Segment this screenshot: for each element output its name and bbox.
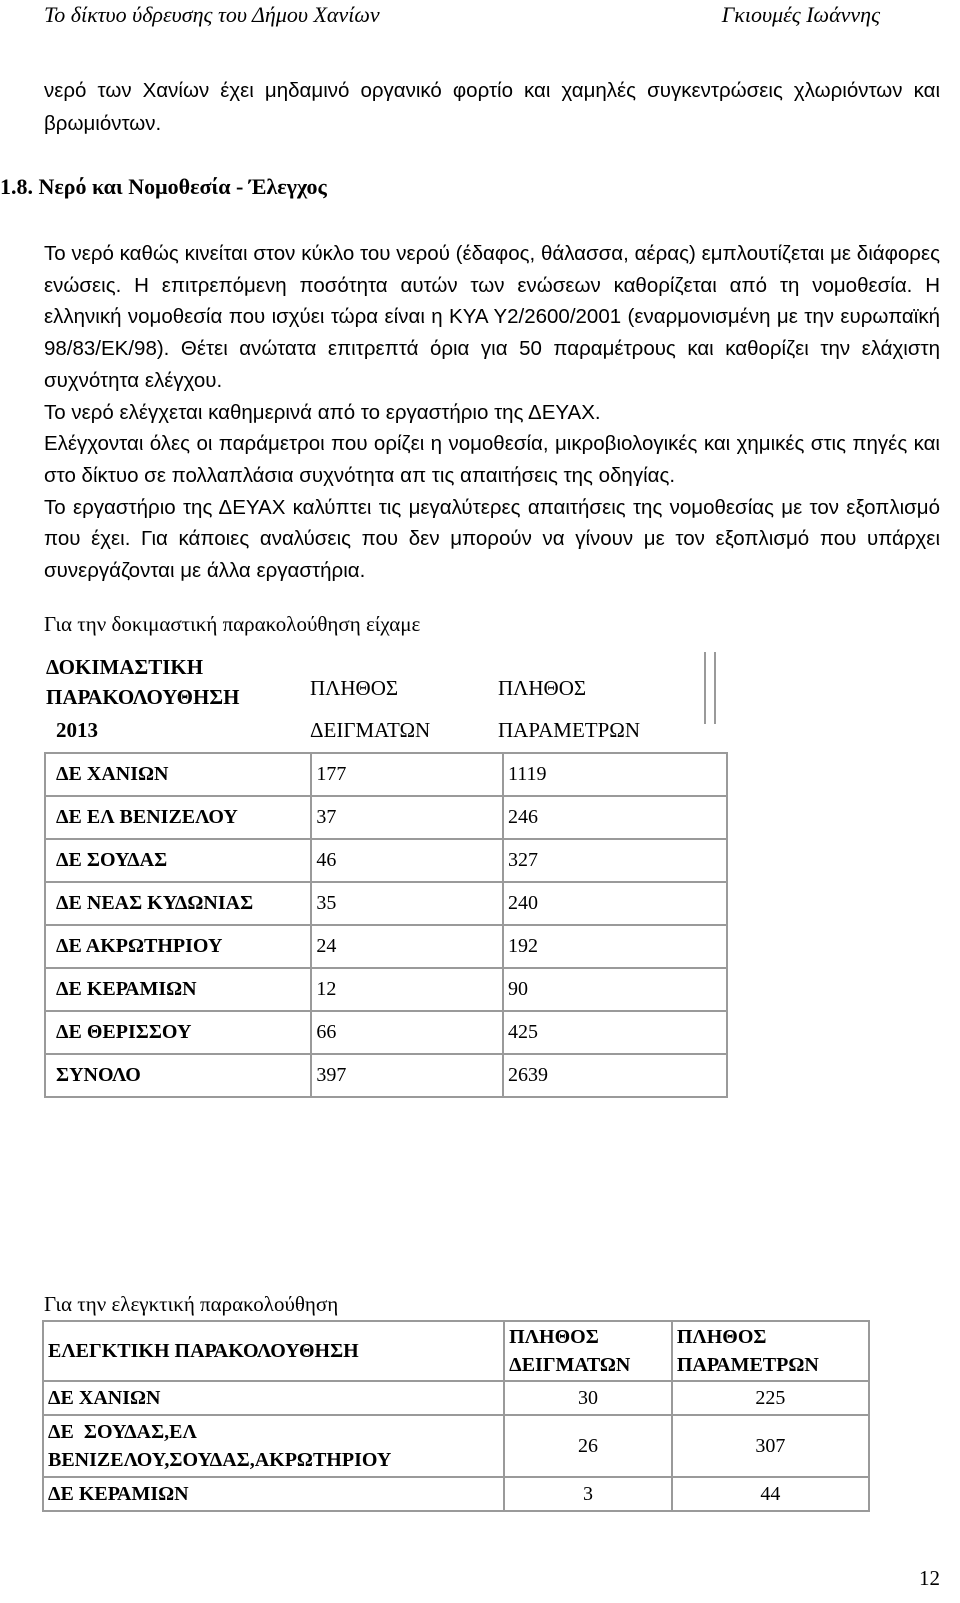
table-cell: 66 <box>311 1011 503 1054</box>
section-title: 1.8. Νερό και Νομοθεσία - Έλεγχος <box>0 174 327 199</box>
table-cell: 3 <box>504 1477 672 1511</box>
table-row <box>45 968 727 1011</box>
table-cell: 24 <box>311 925 503 968</box>
table1-caption: Για την δοκιμαστική παρακολούθηση είχαμε <box>44 612 421 636</box>
table-cell: 30 <box>504 1381 672 1415</box>
table1-title <box>46 652 239 712</box>
table-row <box>43 1415 869 1477</box>
table-cell: 246 <box>503 796 727 839</box>
body-paragraph-1: Το νερό καθώς κινείται στον κύκλο του νερού (έδαφος, θάλασσα, αέρας) εμπλουτίζεται με διάφορες ενώσεις. Η επιτρεπόμενη ποσότητα αυτών των ενώσεων καθορίζεται από τη νομοθεσία. Η ελληνική νομοθεσία που ισχύει τώρα είναι η ΚΥΑ Υ2/2600/2001 (εναρμονισμένη με την ευρωπαϊκή 98/83/ΕΚ/98). Θέτει ανώτατα επιτρεπτά όρια για 50 παραμέτρους και καθορίζει την ελάχιστη συχνότητα ελέγχου. <box>44 242 940 392</box>
table-cell: ΔΕ ΧΑΝΙΩΝ <box>45 753 311 796</box>
body-text <box>44 238 940 587</box>
table-cell: 177 <box>311 753 503 796</box>
table-cell: 35 <box>311 882 503 925</box>
table1-col2-header-line2: ΔΕΙΓΜΑΤΩΝ <box>310 718 431 742</box>
table-cell: 397 <box>311 1054 503 1097</box>
table2-col2-header-line2: ΔΕΙΓΜΑΤΩΝ <box>509 1354 631 1376</box>
table-cell: 44 <box>672 1477 869 1511</box>
table1 <box>44 752 728 1098</box>
table2-caption: Για την ελεγκτική παρακολούθηση <box>44 1292 339 1316</box>
table-row <box>45 839 727 882</box>
table2-title: ΕΛΕΓΚΤΙΚΗ ΠΑΡΑΚΟΛΟΥΘΗΣΗ <box>43 1321 504 1381</box>
page-number: 12 <box>919 1566 940 1590</box>
table-cell: 307 <box>672 1415 869 1477</box>
table-row <box>45 882 727 925</box>
table-cell: 2639 <box>503 1054 727 1097</box>
table2-col2-header <box>504 1321 672 1381</box>
table-cell: ΔΕ ΑΚΡΩΤΗΡΙΟΥ <box>45 925 311 968</box>
table1-title-line1: ΔΟΚΙΜΑΣΤΙΚΗ <box>46 655 204 679</box>
table-header-row <box>43 1321 869 1381</box>
table-cell: 425 <box>503 1011 727 1054</box>
body-paragraph-2: Το νερό ελέγχεται καθημερινά από το εργαστήριο της ΔΕΥΑΧ. <box>44 400 601 424</box>
table2-col3-header <box>672 1321 869 1381</box>
running-header-author: Γκιουμές Ιωάννης <box>721 2 880 27</box>
table2-col3-header-line1: ΠΛΗΘΟΣ <box>676 1326 767 1348</box>
table-cell: ΔΕ ΝΕΑΣ ΚΥΔΩΝΙΑΣ <box>45 882 311 925</box>
table-row <box>45 1011 727 1054</box>
table-cell: 240 <box>503 882 727 925</box>
table2-row2-name-line1: ΔΕ ΣΟΥΔΑΣ,ΕΛ <box>48 1421 197 1443</box>
running-header-title: Το δίκτυο ύδρευσης του Δήμου Χανίων <box>44 2 380 27</box>
table-cell: 12 <box>311 968 503 1011</box>
table-row <box>45 753 727 796</box>
table-cell: ΔΕ ΚΕΡΑΜΙΩΝ <box>43 1477 504 1511</box>
table1-header-rule <box>704 652 706 724</box>
table-cell: 90 <box>503 968 727 1011</box>
table-cell <box>43 1415 504 1477</box>
table-row <box>45 796 727 839</box>
body-paragraph-4: Το εργαστήριο της ΔΕΥΑΧ καλύπτει τις μεγαλύτερες απαιτήσεις της νομοθεσίας με τον εξοπλισμό που έχει. Για κάποιες αναλύσεις που δεν μπορούν να γίνουν με τον εξοπλισμό που υπάρχει συνεργάζονται με άλλα εργαστήρια. <box>44 495 940 583</box>
table-row <box>45 1054 727 1097</box>
table2-row2-name-line2: ΒΕΝΙΖΕΛΟΥ,ΣΟΥΔΑΣ,ΑΚΡΩΤΗΡΙΟΥ <box>48 1449 392 1471</box>
table1-year: 2013 <box>56 718 98 742</box>
table-cell: ΔΕ ΚΕΡΑΜΙΩΝ <box>45 968 311 1011</box>
table-cell: 327 <box>503 839 727 882</box>
table-cell: 1119 <box>503 753 727 796</box>
body-paragraph-3: Ελέγχονται όλες οι παράμετροι που ορίζει η νομοθεσία, μικροβιολογικές και χημικές στις πηγές και στο δίκτυο σε πολλαπλάσια συχνότητα απ τις απαιτήσεις της οδηγίας. <box>44 432 940 487</box>
table-cell: 37 <box>311 796 503 839</box>
table-cell: 192 <box>503 925 727 968</box>
table1-col3-header-line2: ΠΑΡΑΜΕΤΡΩΝ <box>498 718 641 742</box>
table-cell: ΣΥΝΟΛΟ <box>45 1054 311 1097</box>
table-cell: 46 <box>311 839 503 882</box>
table-row <box>43 1381 869 1415</box>
table-cell: ΔΕ ΘΕΡΙΣΣΟΥ <box>45 1011 311 1054</box>
table2 <box>42 1320 870 1512</box>
table1-header <box>44 652 728 760</box>
table2-col2-header-line1: ΠΛΗΘΟΣ <box>509 1326 599 1348</box>
intro-paragraph: νερό των Χανίων έχει μηδαμινό οργανικό φορτίο και χαμηλές συγκεντρώσεις χλωριόντων και βρωμιόντων. <box>44 79 940 135</box>
table1-title-line2: ΠΑΡΑΚΟΛΟΥΘΗΣΗ <box>46 685 240 709</box>
table1-header-rule <box>714 652 716 724</box>
table-cell: ΔΕ ΧΑΝΙΩΝ <box>43 1381 504 1415</box>
table-cell: ΔΕ ΕΛ ΒΕΝΙΖΕΛΟΥ <box>45 796 311 839</box>
table1-col2-header-line1: ΠΛΗΘΟΣ <box>310 676 399 700</box>
table-cell: 26 <box>504 1415 672 1477</box>
table-row <box>45 925 727 968</box>
table1-col3-header-line1: ΠΛΗΘΟΣ <box>498 676 587 700</box>
table-row <box>43 1477 869 1511</box>
table-cell: 225 <box>672 1381 869 1415</box>
table-cell: ΔΕ ΣΟΥΔΑΣ <box>45 839 311 882</box>
table2-col3-header-line2: ΠΑΡΑΜΕΤΡΩΝ <box>676 1354 819 1376</box>
